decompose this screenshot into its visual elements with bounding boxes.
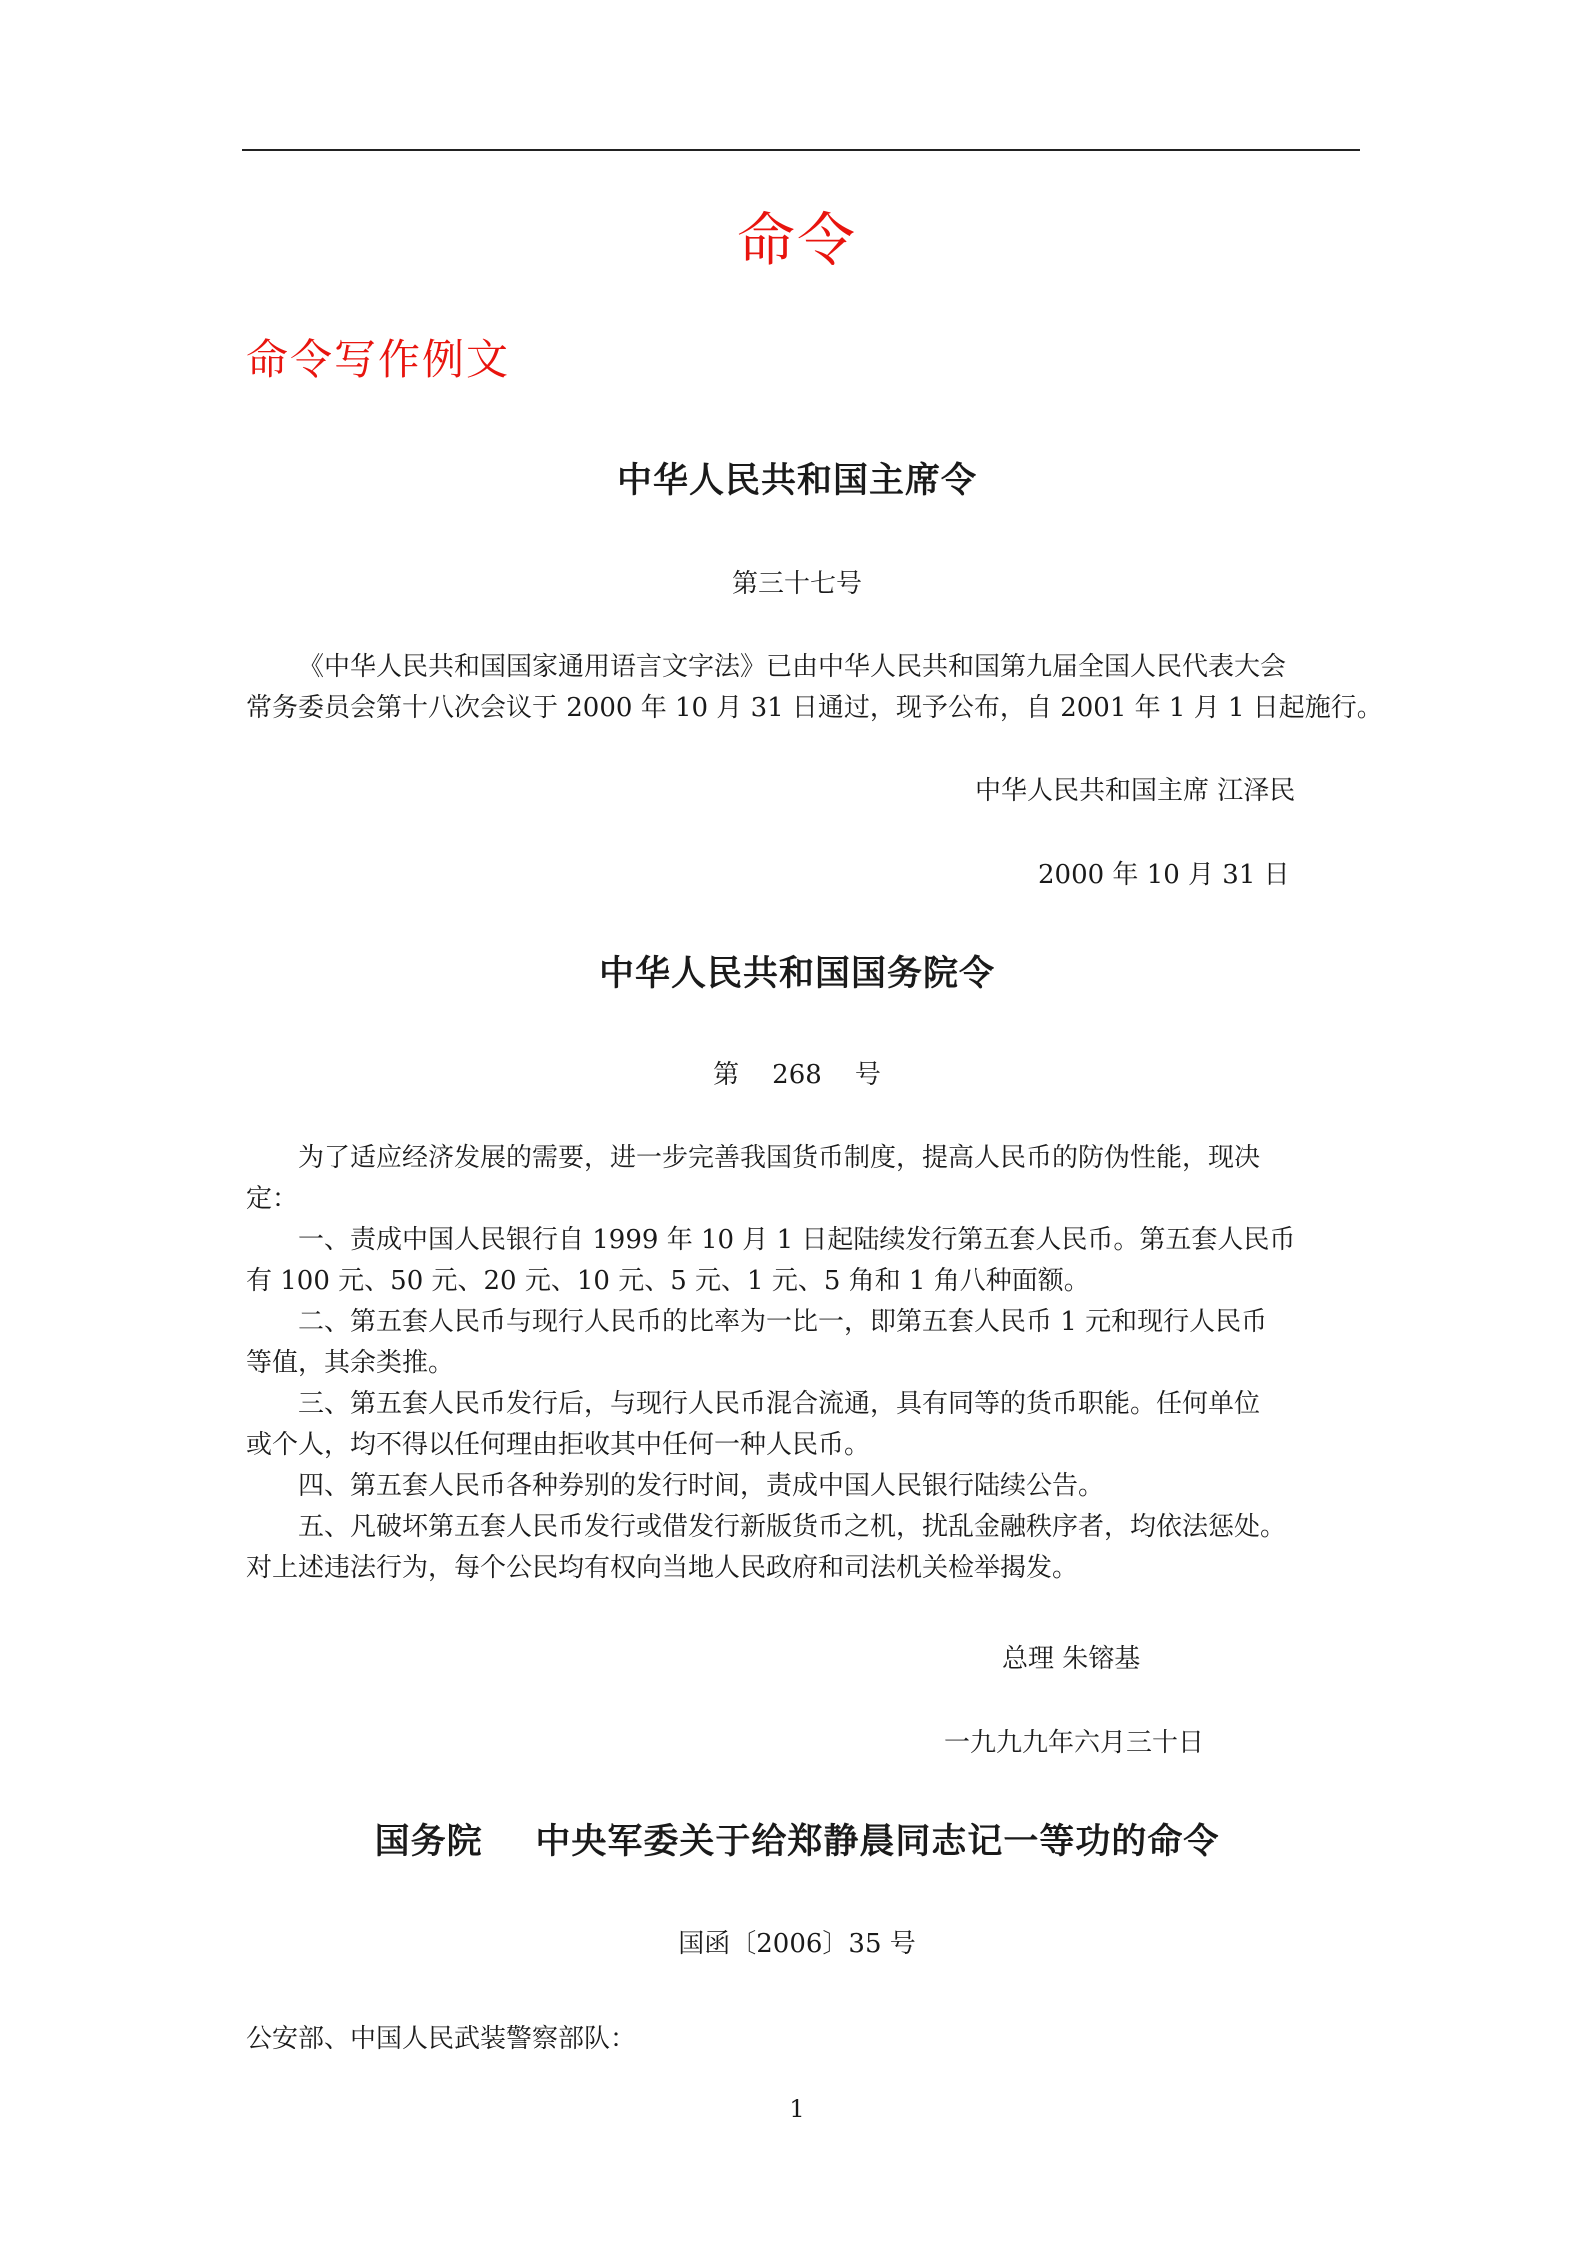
main-title: 命令 [736,206,857,274]
order2-number: 第 268 号 [713,1060,881,1090]
order2-para-2-line-1: 一、责成中国人民银行自 1999 年 10 月 1 日起陆续发行第五套人民币。第五套人民币 [298,1225,1296,1255]
page-number: 1 [789,2095,805,2123]
order1-number: 第三十七号 [731,569,862,599]
order2-para-1-line-1: 为了适应经济发展的需要，进一步完善我国货币制度，提高人民币的防伪性能，现决 [298,1143,1261,1173]
section-title: 命令写作例文 [246,335,511,384]
order3-title: 国务院 中央军委关于给郑静晨同志记一等功的命令 [374,1822,1220,1862]
order2-para-4-line-1: 三、第五套人民币发行后，与现行人民币混合流通，具有同等的货币职能。任何单位 [298,1389,1261,1419]
order1-date: 2000 年 10 月 31 日 [1038,860,1290,890]
order1-body [246,647,1383,729]
order2-date: 一九九九年六月三十日 [944,1728,1205,1758]
order3-salutation: 公安部、中国人民武装警察部队： [246,2024,637,2054]
order2-para-3-line-2: 等值，其余类推。 [246,1348,455,1378]
order2-para-6-line-1: 五、凡破坏第五套人民币发行或借发行新版货币之机，扰乱金融秩序者，均依法惩处。 [298,1512,1287,1542]
order2-title: 中华人民共和国国务院令 [598,954,995,994]
order2-para-6-line-2: 对上述违法行为，每个公民均有权向当地人民政府和司法机关检举揭发。 [246,1553,1079,1583]
order2-para-1-line-2: 定： [246,1184,299,1214]
order1-signatory: 中华人民共和国主席 江泽民 [975,776,1296,806]
order3-number: 国函〔2006〕35 号 [678,1929,916,1959]
order2-para-5-line-1: 四、第五套人民币各种券别的发行时间，责成中国人民银行陆续公告。 [298,1471,1105,1501]
order1-body-line-1: 《中华人民共和国国家通用语言文字法》已由中华人民共和国第九届全国人民代表大会 [298,652,1287,682]
order2-para-4-line-2: 或个人，均不得以任何理由拒收其中任何一种人民币。 [246,1430,871,1460]
order2-signatory: 总理 朱镕基 [1002,1644,1141,1674]
order2-body [246,1138,1362,1589]
order2-para-2-line-2: 有 100 元、50 元、20 元、10 元、5 元、1 元、5 角和 1 角八种面额。 [246,1266,1090,1296]
header-rule [242,149,1360,151]
order2-para-3-line-1: 二、第五套人民币与现行人民币的比率为一比一，即第五套人民币 1 元和现行人民币 [298,1307,1268,1337]
order1-body-line-2: 常务委员会第十八次会议于 2000 年 10 月 31 日通过，现予公布，自 2001 年 1 月 1 日起施行。 [246,693,1383,723]
order1-title: 中华人民共和国主席令 [616,461,977,501]
